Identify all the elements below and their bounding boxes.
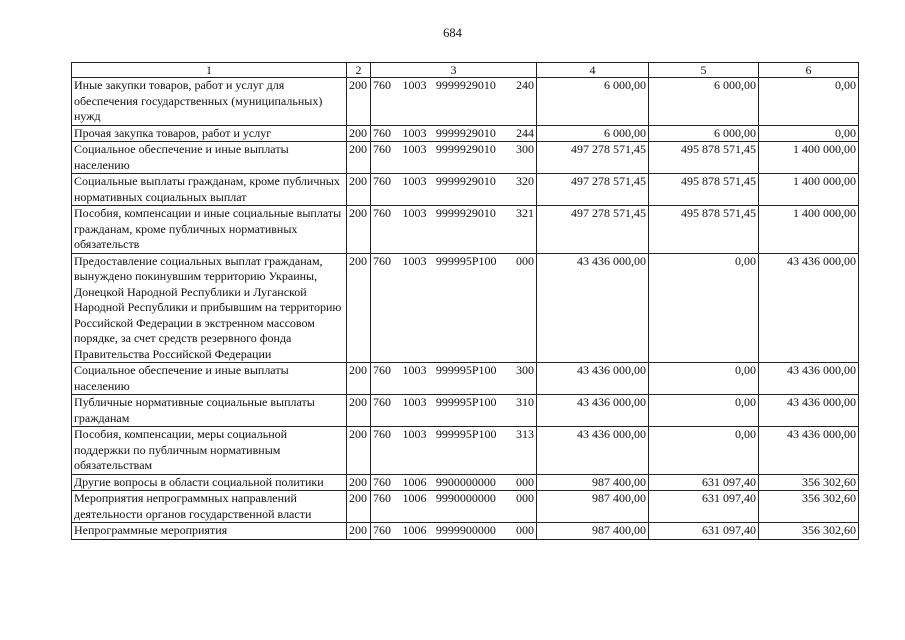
row-amount-6: 43 436 000,00	[759, 395, 859, 427]
code-expense-type: 244	[516, 125, 534, 140]
row-amount-4: 987 400,00	[537, 491, 649, 523]
row-amount-6: 43 436 000,00	[759, 253, 859, 363]
code-department: 760	[373, 142, 391, 156]
row-amount-4: 987 400,00	[537, 474, 649, 491]
row-amount-6: 1 400 000,00	[759, 174, 859, 206]
row-classification-code	[371, 523, 537, 540]
row-name: Непрограммные мероприятия	[72, 523, 347, 540]
row-name: Иные закупки товаров, работ и услуг для обеспечения государственных (муниципальных) нужд	[72, 78, 347, 126]
code-section: 1006	[402, 491, 427, 505]
row-amount-6: 1 400 000,00	[759, 142, 859, 174]
code-department: 760	[373, 125, 391, 140]
code-grid	[373, 142, 534, 158]
code-section: 1003	[402, 363, 427, 377]
row-name: Публичные нормативные социальные выплаты гражданам	[72, 395, 347, 427]
code-grid	[373, 427, 534, 443]
code-target-article: 9999929010	[435, 206, 496, 220]
code-target-article: 999995P100	[435, 395, 497, 409]
budget-table	[71, 62, 859, 540]
code-grid	[373, 126, 534, 142]
code-expense-type: 000	[516, 491, 534, 505]
code-target-article: 999995P100	[435, 427, 497, 441]
row-amount-5: 6 000,00	[649, 78, 759, 126]
row-amount-5: 0,00	[649, 427, 759, 475]
code-department: 760	[373, 491, 391, 505]
code-section: 1003	[402, 206, 427, 220]
table-row	[72, 253, 859, 363]
table-row	[72, 142, 859, 174]
row-amount-4: 497 278 571,45	[537, 142, 649, 174]
header-row	[72, 63, 859, 78]
row-classification-code	[371, 78, 537, 126]
row-code-admin: 200	[347, 206, 371, 254]
code-expense-type: 313	[516, 427, 534, 441]
row-amount-4: 6 000,00	[537, 125, 649, 142]
code-grid	[373, 395, 534, 411]
table-row	[72, 395, 859, 427]
code-expense-type: 300	[516, 363, 534, 377]
code-section: 1003	[402, 78, 427, 92]
code-expense-type: 310	[516, 395, 534, 409]
row-amount-6: 1 400 000,00	[759, 206, 859, 254]
code-section: 1003	[402, 253, 427, 268]
code-grid	[373, 206, 534, 222]
column-header-4: 4	[537, 63, 649, 78]
code-section: 1006	[402, 474, 427, 489]
row-amount-6: 356 302,60	[759, 491, 859, 523]
row-amount-6: 356 302,60	[759, 474, 859, 491]
table-row	[72, 78, 859, 126]
row-code-admin: 200	[347, 253, 371, 363]
row-name: Пособия, компенсации, меры социальной поддержки по публичным нормативным обязательствам	[72, 427, 347, 475]
row-classification-code	[371, 125, 537, 142]
row-name: Прочая закупка товаров, работ и услуг	[72, 125, 347, 142]
code-grid	[373, 475, 534, 491]
code-section: 1003	[402, 125, 427, 140]
row-classification-code	[371, 142, 537, 174]
row-name: Социальное обеспечение и иные выплаты населению	[72, 363, 347, 395]
row-classification-code	[371, 491, 537, 523]
table-row	[72, 491, 859, 523]
row-amount-6: 0,00	[759, 125, 859, 142]
row-amount-6: 43 436 000,00	[759, 363, 859, 395]
code-department: 760	[373, 206, 391, 220]
column-header-1: 1	[72, 63, 347, 78]
row-amount-4: 43 436 000,00	[537, 253, 649, 363]
code-target-article: 9990000000	[435, 491, 496, 505]
row-code-admin: 200	[347, 363, 371, 395]
row-amount-5: 495 878 571,45	[649, 174, 759, 206]
code-department: 760	[373, 395, 391, 409]
code-expense-type: 300	[516, 142, 534, 156]
code-grid	[373, 174, 534, 190]
row-classification-code	[371, 395, 537, 427]
code-target-article: 9999929010	[435, 78, 496, 92]
row-amount-6: 0,00	[759, 78, 859, 126]
page-number: 684	[443, 26, 462, 40]
code-grid	[373, 363, 534, 379]
table-row	[72, 363, 859, 395]
row-classification-code	[371, 363, 537, 395]
row-amount-5: 631 097,40	[649, 474, 759, 491]
table-body	[72, 78, 859, 540]
row-code-admin: 200	[347, 523, 371, 540]
row-classification-code	[371, 174, 537, 206]
row-classification-code	[371, 253, 537, 363]
table-row	[72, 174, 859, 206]
code-target-article: 999995P100	[435, 363, 497, 377]
code-section: 1003	[402, 142, 427, 156]
row-amount-4: 497 278 571,45	[537, 174, 649, 206]
code-department: 760	[373, 474, 391, 489]
column-header-5: 5	[649, 63, 759, 78]
code-expense-type: 000	[516, 253, 534, 268]
code-section: 1003	[402, 427, 427, 441]
code-expense-type: 320	[516, 174, 534, 188]
row-name: Предоставление социальных выплат гражданам, вынуждено покинувшим территорию Украины, Донецкой Народной Республики и Луганской Народной Республики и прибывшим на территорию Российской Федерации в экстренном массовом порядке, за счет средств резервного фонда Правительства Российской Федерации	[72, 253, 347, 363]
code-department: 760	[373, 523, 391, 537]
code-expense-type: 321	[516, 206, 534, 220]
row-name: Пособия, компенсации и иные социальные выплаты гражданам, кроме публичных нормативных обязательств	[72, 206, 347, 254]
code-target-article: 9999929010	[435, 125, 496, 140]
code-grid	[373, 78, 534, 94]
table-header	[72, 63, 859, 78]
row-code-admin: 200	[347, 174, 371, 206]
row-name: Мероприятия непрограммных направлений деятельности органов государственной власти	[72, 491, 347, 523]
row-code-admin: 200	[347, 427, 371, 475]
column-header-3: 3	[371, 63, 537, 78]
row-amount-5: 495 878 571,45	[649, 142, 759, 174]
table-row	[72, 474, 859, 491]
row-name: Социальные выплаты гражданам, кроме публичных нормативных социальных выплат	[72, 174, 347, 206]
code-section: 1006	[402, 523, 427, 537]
row-amount-5: 631 097,40	[649, 491, 759, 523]
row-classification-code	[371, 427, 537, 475]
code-expense-type: 000	[516, 474, 534, 489]
code-target-article: 9999900000	[435, 523, 496, 537]
code-department: 760	[373, 174, 391, 188]
table-row	[72, 523, 859, 540]
row-classification-code	[371, 206, 537, 254]
column-header-6: 6	[759, 63, 859, 78]
code-department: 760	[373, 253, 391, 268]
code-grid	[373, 491, 534, 507]
column-header-2: 2	[347, 63, 371, 78]
row-code-admin: 200	[347, 142, 371, 174]
code-target-article: 9999929010	[435, 174, 496, 188]
row-amount-4: 987 400,00	[537, 523, 649, 540]
table-row	[72, 125, 859, 142]
row-amount-6: 43 436 000,00	[759, 427, 859, 475]
code-section: 1003	[402, 395, 427, 409]
row-amount-6: 356 302,60	[759, 523, 859, 540]
row-name: Другие вопросы в области социальной политики	[72, 474, 347, 491]
row-amount-4: 43 436 000,00	[537, 363, 649, 395]
code-grid	[373, 254, 534, 270]
row-classification-code	[371, 474, 537, 491]
code-target-article: 999995P100	[435, 253, 497, 268]
row-code-admin: 200	[347, 474, 371, 491]
row-code-admin: 200	[347, 491, 371, 523]
code-section: 1003	[402, 174, 427, 188]
table-row	[72, 427, 859, 475]
row-amount-5: 0,00	[649, 363, 759, 395]
row-amount-5: 0,00	[649, 395, 759, 427]
code-target-article: 9900000000	[435, 474, 496, 489]
row-amount-4: 497 278 571,45	[537, 206, 649, 254]
code-expense-type: 000	[516, 523, 534, 537]
code-expense-type: 240	[516, 78, 534, 92]
row-code-admin: 200	[347, 395, 371, 427]
row-amount-5: 0,00	[649, 253, 759, 363]
row-name: Социальное обеспечение и иные выплаты населению	[72, 142, 347, 174]
row-amount-5: 495 878 571,45	[649, 206, 759, 254]
row-amount-4: 6 000,00	[537, 78, 649, 126]
code-target-article: 9999929010	[435, 142, 496, 156]
row-code-admin: 200	[347, 125, 371, 142]
code-department: 760	[373, 363, 391, 377]
row-code-admin: 200	[347, 78, 371, 126]
code-department: 760	[373, 78, 391, 92]
table-row	[72, 206, 859, 254]
row-amount-4: 43 436 000,00	[537, 395, 649, 427]
code-grid	[373, 523, 534, 539]
row-amount-5: 6 000,00	[649, 125, 759, 142]
row-amount-4: 43 436 000,00	[537, 427, 649, 475]
code-department: 760	[373, 427, 391, 441]
row-amount-5: 631 097,40	[649, 523, 759, 540]
